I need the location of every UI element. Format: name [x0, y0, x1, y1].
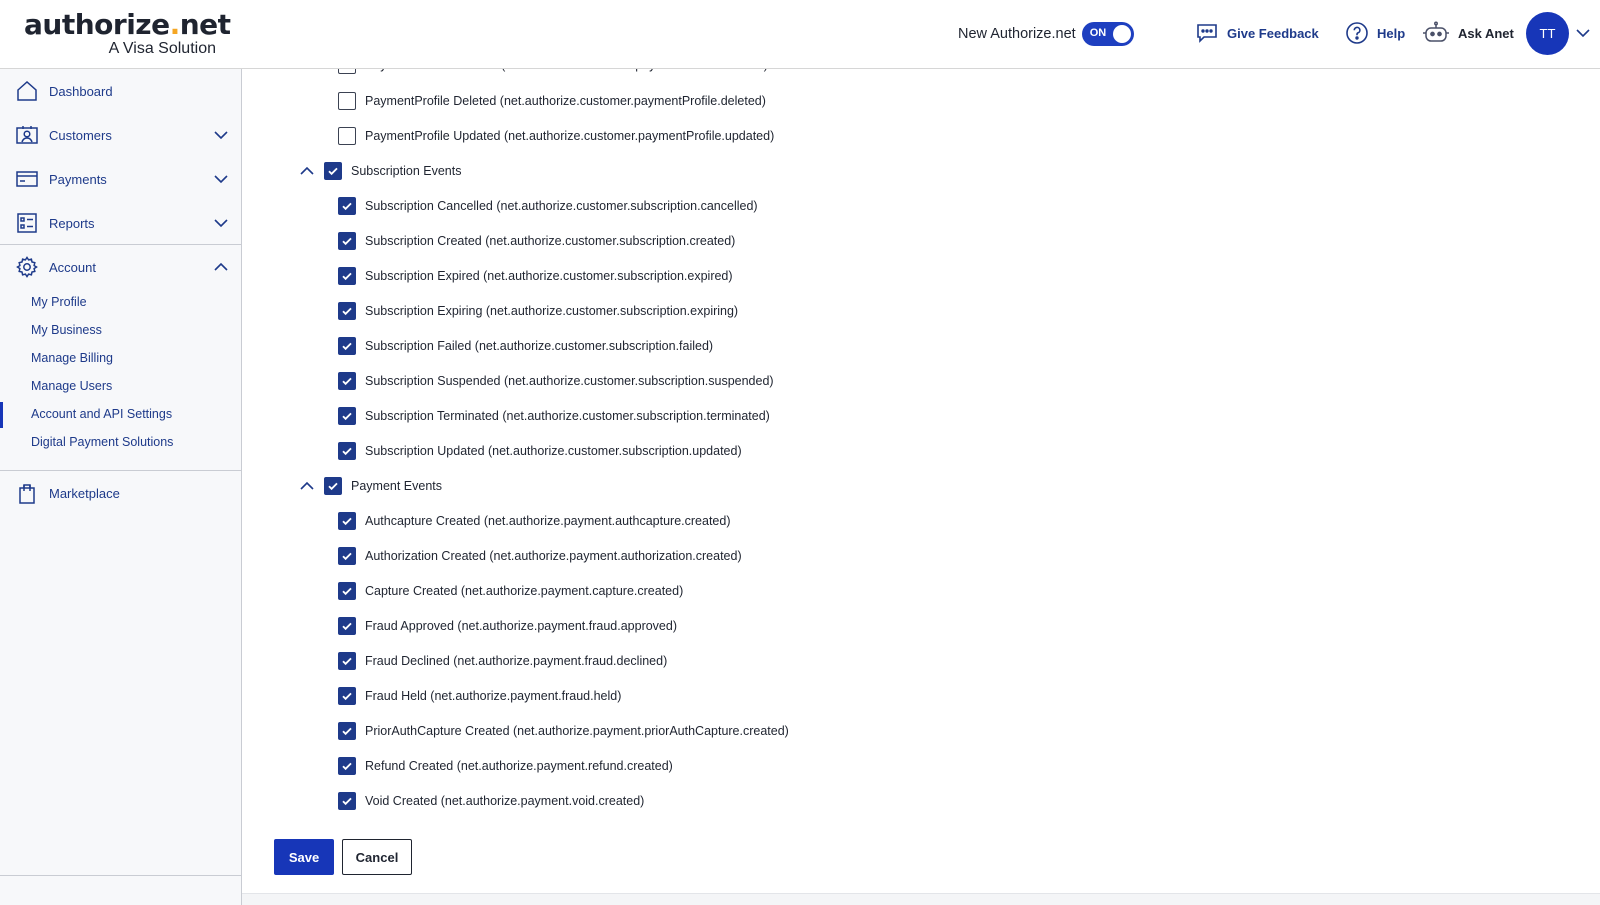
event-checkbox[interactable]	[338, 197, 356, 215]
event-row[interactable]	[338, 196, 758, 216]
chat-bubble-icon	[1195, 21, 1219, 45]
event-group-row[interactable]	[324, 476, 442, 496]
event-row[interactable]	[338, 511, 731, 531]
group-label: Payment Events	[351, 479, 443, 493]
reports-icon	[15, 211, 39, 235]
event-checkbox[interactable]	[338, 442, 356, 460]
sidebar-subitem-digital-payment-solutions[interactable]: Digital Payment Solutions	[31, 435, 174, 449]
event-label: Subscription Terminated (net.authorize.customer.subscription.terminated)	[365, 409, 770, 423]
event-label: Refund Created (net.authorize.payment.refund.created)	[365, 759, 673, 773]
event-checkbox[interactable]	[338, 372, 356, 390]
event-checkbox[interactable]	[338, 792, 356, 810]
event-row[interactable]	[338, 91, 766, 111]
bag-icon	[15, 481, 39, 505]
event-row[interactable]	[338, 301, 738, 321]
event-row[interactable]	[338, 721, 789, 741]
event-label: Authcapture Created (net.authorize.payment.authcapture.created)	[365, 514, 731, 528]
event-checkbox[interactable]	[338, 687, 356, 705]
sidebar-item-dashboard[interactable]	[0, 69, 242, 113]
event-checkbox[interactable]	[338, 757, 356, 775]
event-row[interactable]	[338, 266, 733, 286]
event-checkbox[interactable]	[338, 582, 356, 600]
customers-icon	[15, 123, 39, 147]
event-row[interactable]	[338, 126, 774, 146]
sidebar-item-customers[interactable]	[0, 113, 242, 157]
event-checkbox[interactable]	[338, 617, 356, 635]
sidebar-item-label: Marketplace	[49, 485, 120, 501]
active-indicator	[0, 402, 3, 428]
user-avatar[interactable]: TT	[1526, 12, 1569, 55]
event-row[interactable]	[338, 651, 667, 671]
event-checkbox[interactable]	[338, 127, 356, 145]
event-checkbox[interactable]	[338, 232, 356, 250]
event-row[interactable]	[338, 371, 774, 391]
event-checkbox[interactable]	[338, 267, 356, 285]
event-label: Void Created (net.authorize.payment.void.created)	[365, 794, 645, 808]
toggle-knob	[1113, 25, 1131, 43]
sidebar-subitem-account-api-settings[interactable]: Account and API Settings	[31, 407, 173, 421]
ask-anet-label: Ask Anet	[1458, 25, 1514, 41]
new-authorize-toggle-group	[958, 22, 1134, 46]
sidebar-item-payments[interactable]	[0, 157, 242, 201]
help-link[interactable]	[1345, 20, 1405, 46]
chevron-up-icon	[214, 262, 228, 272]
give-feedback-label: Give Feedback	[1227, 25, 1319, 41]
event-row[interactable]	[338, 546, 742, 566]
help-circle-icon	[1345, 21, 1369, 45]
event-row[interactable]	[338, 686, 621, 706]
sidebar-item-label: Payments	[49, 171, 107, 187]
save-button[interactable]: Save	[274, 839, 334, 875]
group-label: Subscription Events	[351, 164, 462, 178]
event-checkbox[interactable]	[338, 337, 356, 355]
event-checkbox[interactable]	[338, 302, 356, 320]
chevron-down-icon[interactable]	[1576, 28, 1590, 38]
logo-tagline: A Visa Solution	[108, 40, 216, 57]
event-label: Subscription Failed (net.authorize.customer.subscription.failed)	[365, 339, 714, 353]
event-group-row[interactable]	[324, 161, 461, 181]
sidebar-divider	[0, 875, 242, 876]
toggle-label: New Authorize.net	[958, 26, 1076, 42]
chevron-down-icon	[214, 174, 228, 184]
event-checkbox[interactable]	[338, 407, 356, 425]
event-row[interactable]	[338, 616, 677, 636]
cancel-button[interactable]: Cancel	[342, 839, 412, 875]
sidebar-item-label: Dashboard	[49, 83, 113, 99]
sidebar-item-label: Reports	[49, 215, 95, 231]
event-label: PaymentProfile Deleted (net.authorize.customer.paymentProfile.deleted)	[365, 94, 766, 108]
event-checkbox[interactable]	[338, 652, 356, 670]
authorize-net-logo[interactable]	[24, 8, 231, 62]
sidebar-item-marketplace[interactable]	[0, 471, 242, 515]
home-icon	[15, 79, 39, 103]
sidebar-item-account[interactable]	[0, 245, 242, 289]
sidebar	[0, 69, 242, 905]
event-label: Subscription Created (net.authorize.customer.subscription.created)	[365, 234, 736, 248]
chevron-up-icon[interactable]	[300, 166, 314, 176]
webhook-events-panel	[242, 69, 1600, 905]
group-checkbox[interactable]	[324, 477, 342, 495]
event-row[interactable]	[338, 231, 735, 251]
event-label: Subscription Cancelled (net.authorize.customer.subscription.cancelled)	[365, 199, 758, 213]
event-label: Subscription Expired (net.authorize.customer.subscription.expired)	[365, 269, 733, 283]
event-row[interactable]	[338, 441, 742, 461]
event-row[interactable]	[338, 406, 770, 426]
sidebar-item-label: Account	[49, 259, 96, 275]
event-checkbox[interactable]	[338, 547, 356, 565]
payments-icon	[15, 167, 39, 191]
event-label: Fraud Declined (net.authorize.payment.fraud.declined)	[365, 654, 668, 668]
page-footer-strip	[242, 893, 1600, 905]
event-label: PaymentProfile Updated (net.authorize.customer.paymentProfile.updated)	[365, 129, 775, 143]
robot-icon	[1422, 21, 1450, 45]
chevron-down-icon	[214, 218, 228, 228]
logo-wordmark: authorize.net	[24, 8, 231, 41]
top-header	[0, 0, 1600, 69]
toggle-state: ON	[1089, 27, 1107, 39]
event-checkbox[interactable]	[338, 722, 356, 740]
give-feedback-link[interactable]	[1195, 20, 1319, 46]
sidebar-subitem-my-business[interactable]: My Business	[31, 323, 102, 337]
gear-icon	[15, 255, 39, 279]
ask-anet-link[interactable]	[1422, 20, 1514, 46]
event-label: Fraud Approved (net.authorize.payment.fraud.approved)	[365, 619, 677, 633]
sidebar-item-label: Customers	[49, 127, 112, 143]
event-label: Capture Created (net.authorize.payment.capture.created)	[365, 584, 684, 598]
event-row[interactable]	[338, 336, 713, 356]
event-checkbox[interactable]	[338, 92, 356, 110]
sidebar-item-reports[interactable]	[0, 201, 242, 245]
event-label: Subscription Expiring (net.authorize.customer.subscription.expiring)	[365, 304, 739, 318]
new-authorize-toggle[interactable]	[1082, 22, 1134, 46]
event-row[interactable]	[338, 581, 683, 601]
chevron-down-icon	[214, 130, 228, 140]
event-label: Subscription Suspended (net.authorize.customer.subscription.suspended)	[365, 374, 774, 388]
sidebar-subitem-my-profile[interactable]: My Profile	[31, 295, 87, 309]
chevron-up-icon[interactable]	[300, 481, 314, 491]
event-row[interactable]	[338, 756, 673, 776]
event-row[interactable]	[338, 791, 644, 811]
event-label: Subscription Updated (net.authorize.customer.subscription.updated)	[365, 444, 742, 458]
group-checkbox[interactable]	[324, 162, 342, 180]
event-checkbox[interactable]	[338, 512, 356, 530]
sidebar-subitem-manage-users[interactable]: Manage Users	[31, 379, 113, 393]
event-label: Fraud Held (net.authorize.payment.fraud.held)	[365, 689, 622, 703]
help-label: Help	[1377, 25, 1406, 41]
sidebar-subitem-manage-billing[interactable]: Manage Billing	[31, 351, 113, 365]
event-label: PriorAuthCapture Created (net.authorize.payment.priorAuthCapture.created)	[365, 724, 789, 738]
event-label: Authorization Created (net.authorize.payment.authorization.created)	[365, 549, 742, 563]
